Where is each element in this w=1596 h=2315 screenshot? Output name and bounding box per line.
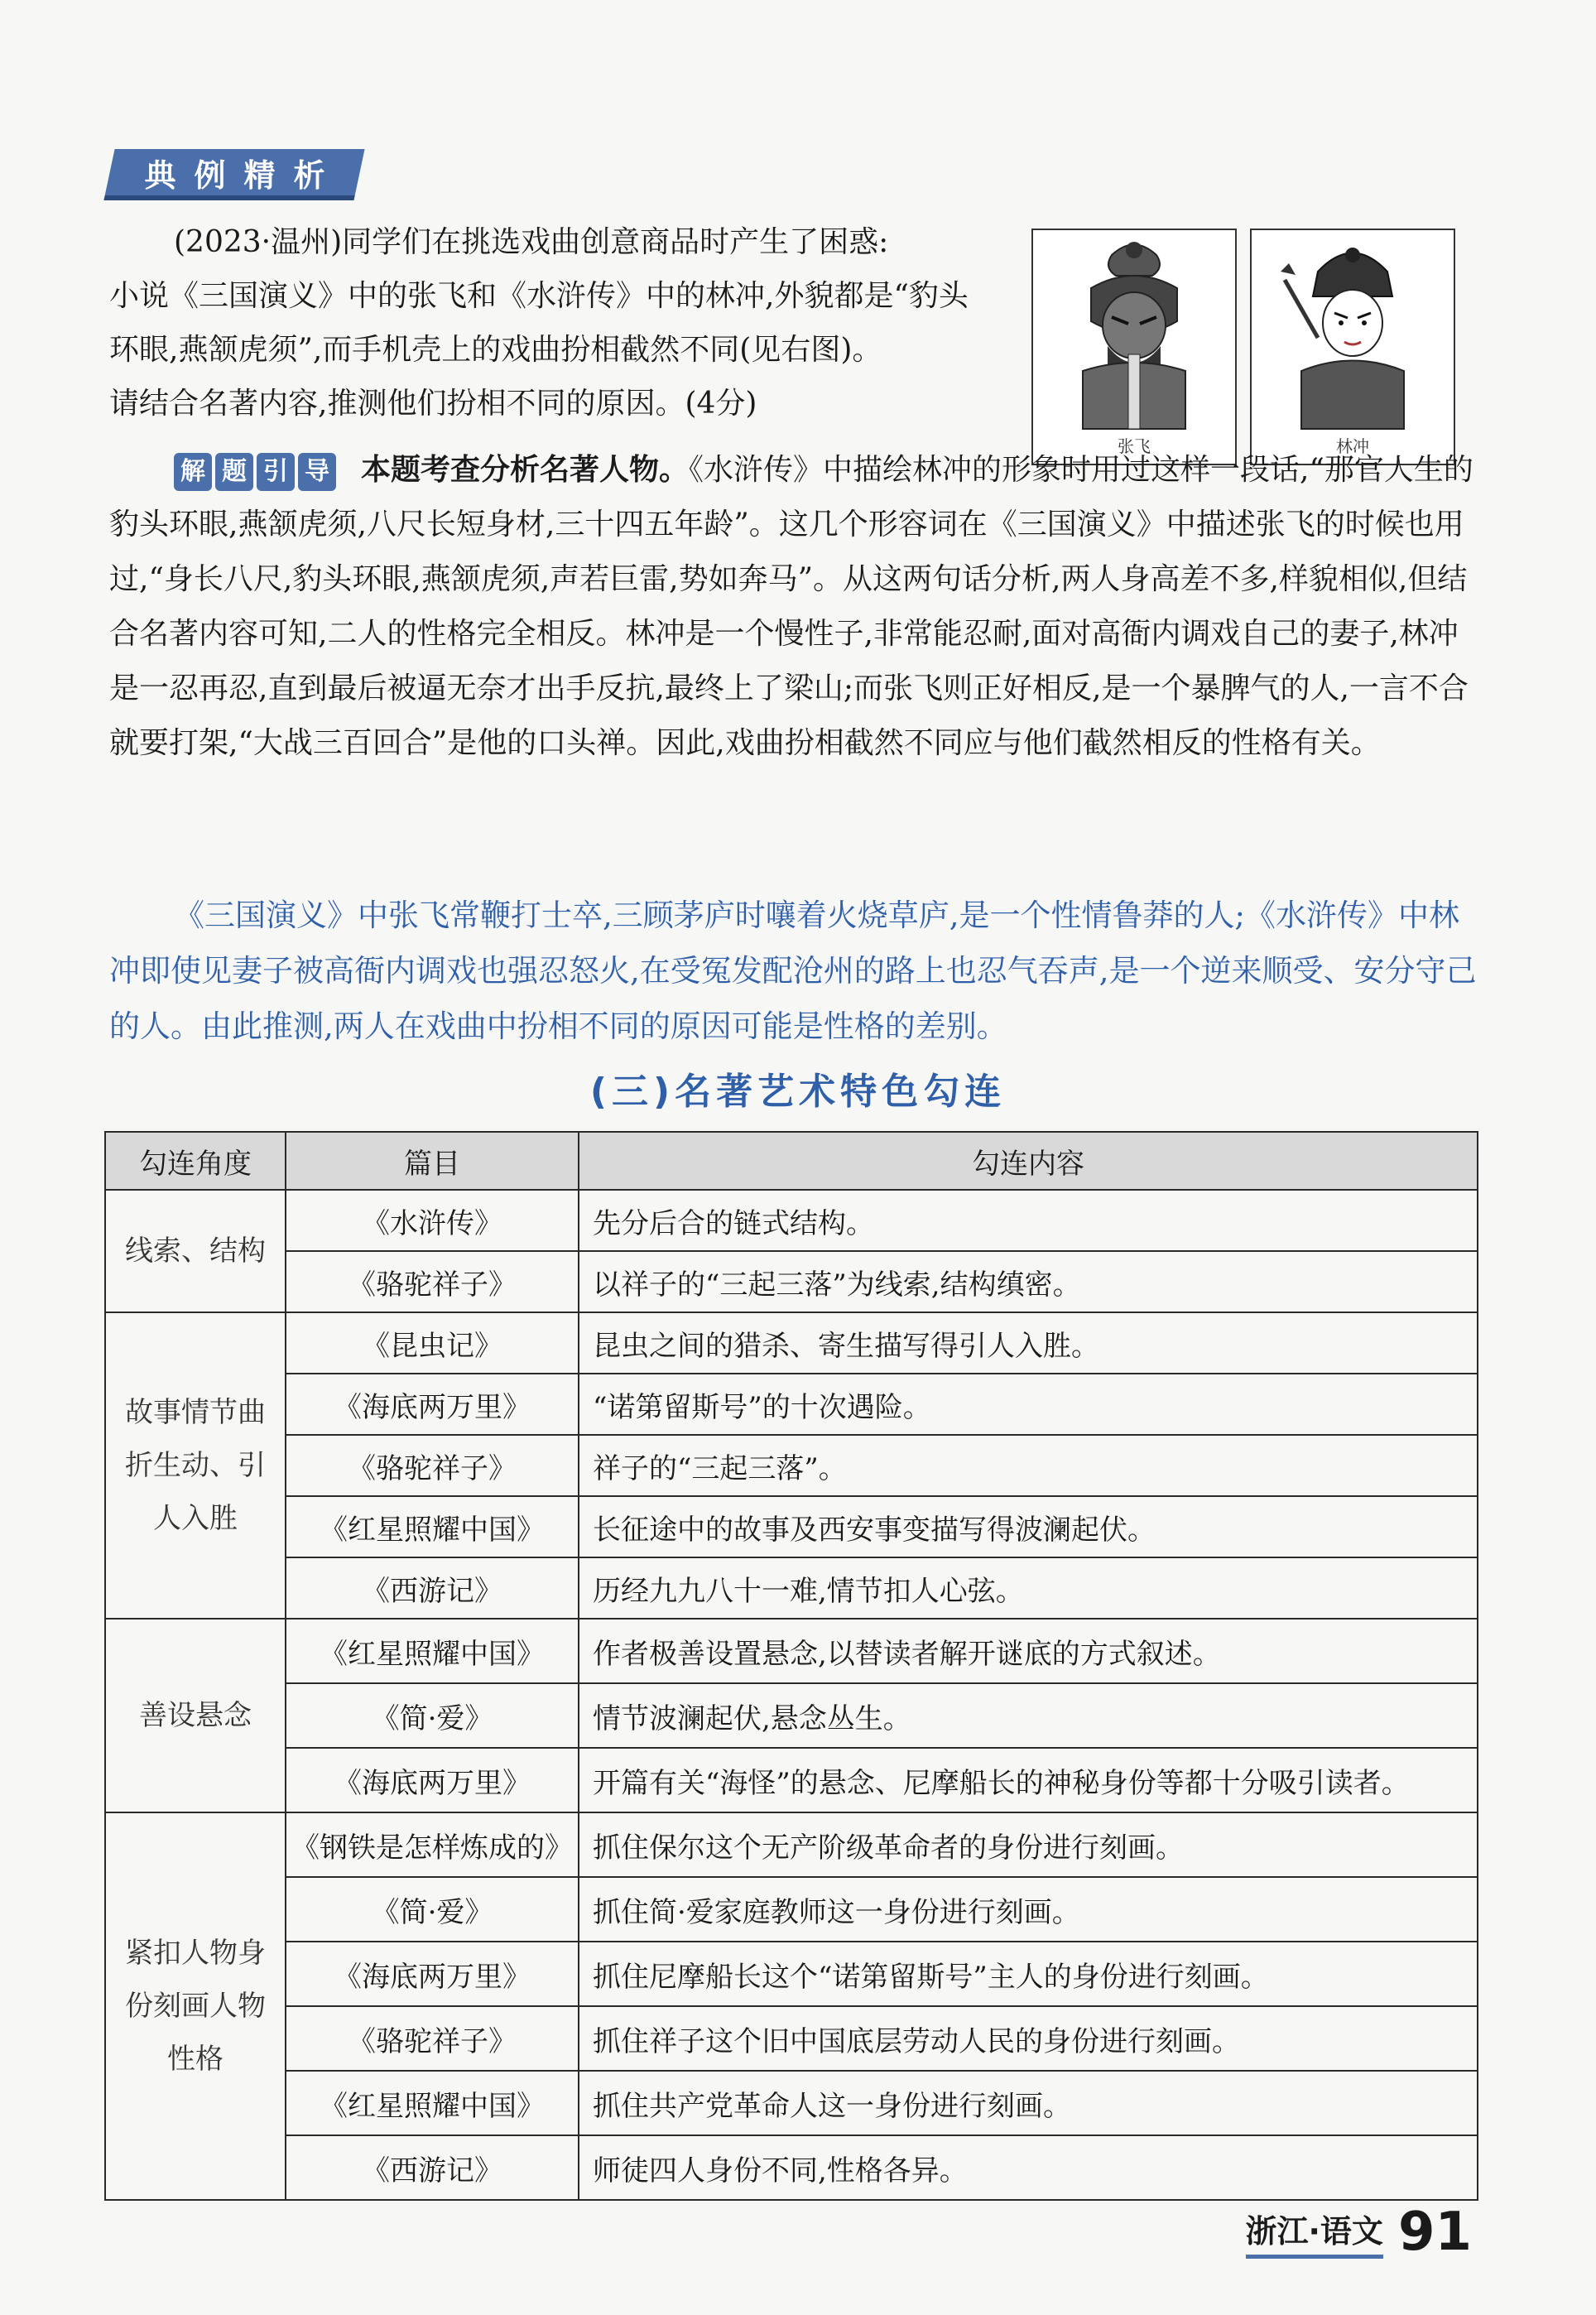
work-cell: 《骆驼祥子》 — [286, 2006, 579, 2071]
table-row — [105, 1942, 1478, 2006]
table-header: 篇目 — [286, 1132, 579, 1190]
table-header: 勾连内容 — [579, 1132, 1478, 1190]
work-cell: 《简·爱》 — [286, 1877, 579, 1942]
work-cell: 《西游记》 — [286, 1557, 579, 1619]
illustration-linchong — [1250, 229, 1455, 465]
work-cell: 《昆虫记》 — [286, 1312, 579, 1374]
illustration-caption: 张飞 — [1118, 436, 1151, 456]
work-cell: 《红星照耀中国》 — [286, 1619, 579, 1683]
angle-cell: 线索、结构 — [105, 1190, 286, 1312]
guide-badge-char: 引 — [257, 453, 295, 491]
content-cell: 长征途中的故事及西安事变描写得波澜起伏。 — [579, 1496, 1478, 1557]
content-cell: 历经九九八十一难,情节扣人心弦。 — [579, 1557, 1478, 1619]
subheading: (三)名著艺术特色勾连 — [589, 1071, 1007, 1113]
opera-mask-zhangfei-icon — [1033, 230, 1235, 437]
guide-badge-char: 题 — [215, 453, 253, 491]
table-row — [105, 1748, 1478, 1812]
question-line: 环眼,燕颔虎须”,而手机壳上的戏曲扮相截然不同(见右图)。 — [109, 333, 882, 367]
angle-cell: 善设悬念 — [105, 1619, 286, 1812]
opera-mask-linchong-icon — [1252, 230, 1454, 437]
work-cell: 《红星照耀中国》 — [286, 2071, 579, 2135]
table-row — [105, 2135, 1478, 2200]
work-cell: 《西游记》 — [286, 2135, 579, 2200]
page-number: 91 — [1397, 2202, 1472, 2263]
work-cell: 《骆驼祥子》 — [286, 1251, 579, 1312]
table-row — [105, 1877, 1478, 1942]
solution-guide — [109, 443, 1477, 771]
content-cell: 师徒四人身份不同,性格各异。 — [579, 2135, 1478, 2200]
question-block — [109, 215, 1020, 431]
content-cell: 开篇有关“海怪”的悬念、尼摩船长的神秘身份等都十分吸引读者。 — [579, 1748, 1478, 1812]
guide-badge-char: 解 — [174, 453, 212, 491]
content-cell: 抓住尼摩船长这个“诺第留斯号”主人的身份进行刻画。 — [579, 1942, 1478, 2006]
reference-answer — [109, 888, 1477, 1054]
illustration-caption: 林冲 — [1336, 436, 1369, 456]
angle-cell: 故事情节曲折生动、引人入胜 — [105, 1312, 286, 1619]
guide-lead: 本题考查分析名著人物。 — [361, 453, 690, 487]
table-row — [105, 1312, 1478, 1374]
guide-text: 《水浒传》中描绘林冲的形象时用过这样一段话,“那官人生的豹头环眼,燕颔虎须,八尺长短身材,三十四五年龄”。这几个形容词在《三国演义》中描述张飞的时候也用过,“身长八尺,豹头环眼,燕颔虎须,声若巨雷,势如奔马”。从这两句话分析,两人身高差不多,样貌相似,但结合名著内容可知,二人的性格完全相反。林冲是一个慢性子,非常能忍耐,面对高衙内调戏自己的妻子,林冲是一忍再忍,直到最后被逼无奈才出手反抗,最终上了梁山;而张飞则正好相反,是一个暴脾气的人,一言不合就要打架,“大战三百回合”是他的口头禅。因此,戏曲扮相截然不同应与他们截然相反的性格有关。 — [109, 453, 1473, 760]
table-row — [105, 1435, 1478, 1496]
work-cell: 《简·爱》 — [286, 1683, 579, 1748]
art-features-table — [104, 1131, 1478, 2201]
content-cell: 抓住简·爱家庭教师这一身份进行刻画。 — [579, 1877, 1478, 1942]
table-row — [105, 2006, 1478, 2071]
content-cell: 抓住共产党革命人这一身份进行刻画。 — [579, 2071, 1478, 2135]
table-row — [105, 1190, 1478, 1251]
work-cell: 《海底两万里》 — [286, 1374, 579, 1435]
content-cell: “诺第留斯号”的十次遇险。 — [579, 1374, 1478, 1435]
content-cell: 先分后合的链式结构。 — [579, 1190, 1478, 1251]
question-line: (2023·温州)同学们在挑选戏曲创意商品时产生了困惑: — [174, 225, 889, 259]
content-cell: 以祥子的“三起三落”为线索,结构缜密。 — [579, 1251, 1478, 1312]
table-row — [105, 1683, 1478, 1748]
content-cell: 情节波澜起伏,悬念丛生。 — [579, 1683, 1478, 1748]
table-row — [105, 1496, 1478, 1557]
section-tag — [103, 149, 364, 200]
work-cell: 《钢铁是怎样炼成的》 — [286, 1812, 579, 1877]
content-cell: 祥子的“三起三落”。 — [579, 1435, 1478, 1496]
table-row — [105, 1557, 1478, 1619]
answer-text: 《三国演义》中张飞常鞭打士卒,三顾茅庐时嚷着火烧草庐,是一个性情鲁莽的人;《水浒传》中林冲即使见妻子被高衙内调戏也强忍怒火,在受冤发配沧州的路上也忍气吞声,是一个逆来顺受、安分守己的人。由此推测,两人在戏曲中扮相不同的原因可能是性格的差别。 — [109, 898, 1477, 1044]
illustration-zhangfei — [1031, 229, 1237, 465]
footer-label: 浙江·语文 — [1246, 2206, 1383, 2259]
table-row — [105, 1374, 1478, 1435]
work-cell: 《海底两万里》 — [286, 1942, 579, 2006]
table-header: 勾连角度 — [105, 1132, 286, 1190]
guide-badge-char: 导 — [298, 453, 336, 491]
table-row — [105, 1619, 1478, 1683]
content-cell: 抓住保尔这个无产阶级革命者的身份进行刻画。 — [579, 1812, 1478, 1877]
section-tag-label: 典例精析 — [144, 156, 344, 194]
content-cell: 作者极善设置悬念,以替读者解开谜底的方式叙述。 — [579, 1619, 1478, 1683]
question-line: 小说《三国演义》中的张飞和《水浒传》中的林冲,外貌都是“豹头 — [109, 279, 969, 313]
table-row — [105, 2071, 1478, 2135]
work-cell: 《红星照耀中国》 — [286, 1496, 579, 1557]
work-cell: 《水浒传》 — [286, 1190, 579, 1251]
page-footer — [1245, 2202, 1473, 2263]
table-row — [105, 1251, 1478, 1312]
work-cell: 《骆驼祥子》 — [286, 1435, 579, 1496]
content-cell: 昆虫之间的猎杀、寄生描写得引人入胜。 — [579, 1312, 1478, 1374]
table-row — [105, 1812, 1478, 1877]
content-cell: 抓住祥子这个旧中国底层劳动人民的身份进行刻画。 — [579, 2006, 1478, 2071]
question-line: 请结合名著内容,推测他们扮相不同的原因。(4分) — [109, 387, 757, 421]
guide-badge — [174, 453, 336, 491]
work-cell: 《海底两万里》 — [286, 1748, 579, 1812]
angle-cell: 紧扣人物身份刻画人物性格 — [105, 1812, 286, 2200]
